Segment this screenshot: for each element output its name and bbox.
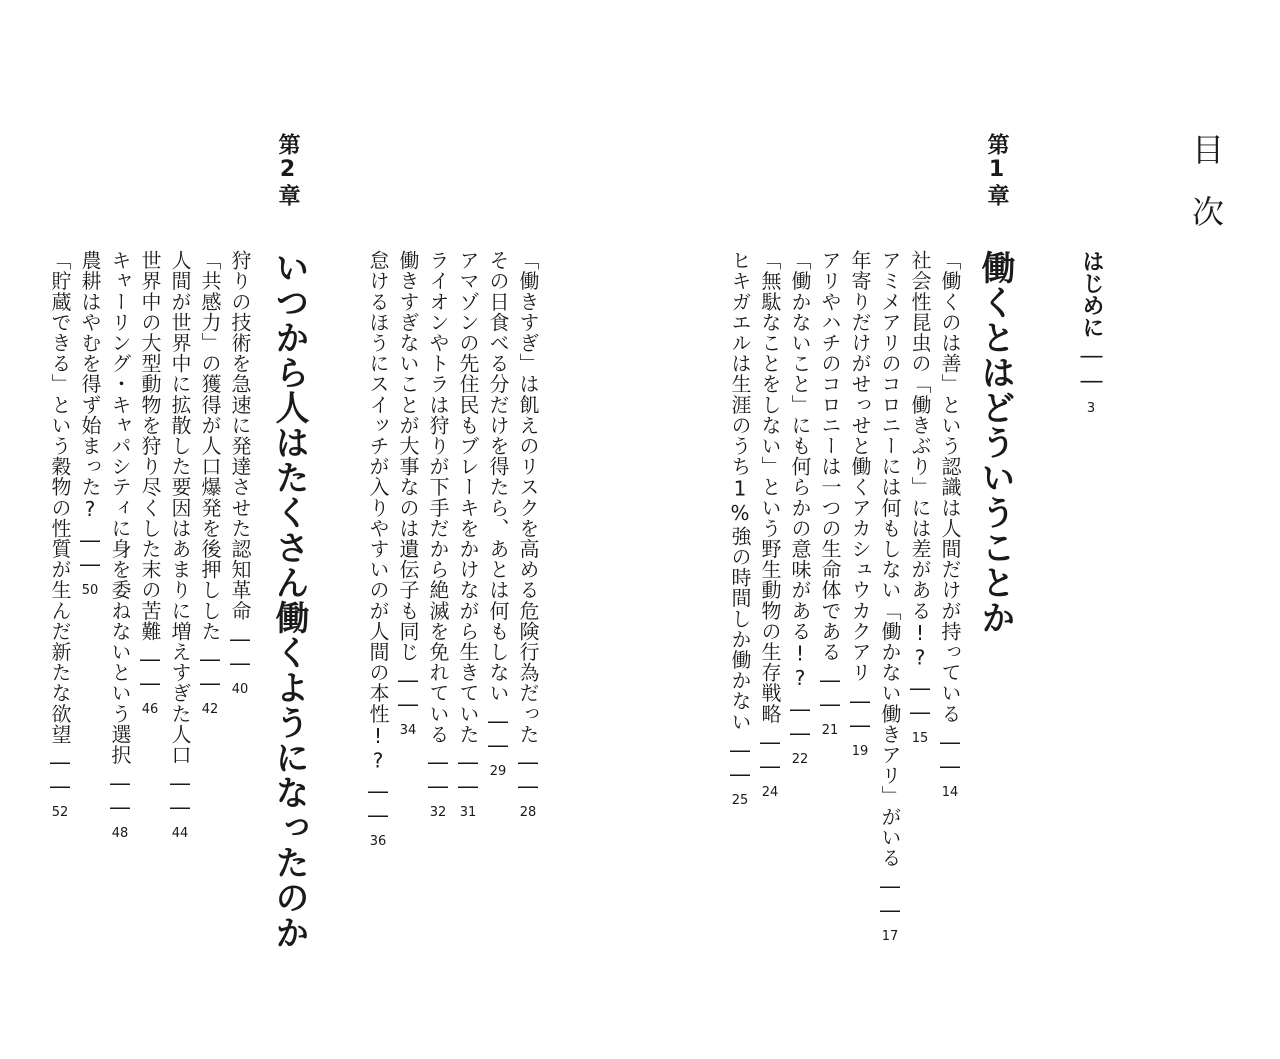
toc-entry[interactable] <box>170 250 190 840</box>
entry-text: 「貯蔵できる」という穀物の性質が生んだ新たな欲望 <box>48 250 72 745</box>
toc-entry[interactable] <box>880 250 900 943</box>
entry-text: 「働くのは善」という認識は人間だけが持っている <box>938 250 962 724</box>
entry-page-number: 44 <box>171 826 189 841</box>
leader-line: ―― <box>366 779 390 827</box>
entry-page-number: 24 <box>761 784 779 800</box>
entry-text: 怠けるほうにスイッチが入りやすいのが人間の本性!? <box>366 250 390 773</box>
entry-page-number: 32 <box>429 805 447 821</box>
entry-text: ヒキガエルは生涯のうち1%強の時間しか働かない <box>728 250 752 732</box>
toc-entry[interactable] <box>230 250 250 696</box>
toc-entry[interactable] <box>850 250 870 758</box>
leader-line: ―― <box>168 771 192 819</box>
toc-entry[interactable] <box>940 250 960 799</box>
leader-line: ―― <box>758 729 782 778</box>
chapter-1-label: 第1章 <box>984 133 1009 208</box>
toc-entry[interactable] <box>518 250 538 819</box>
entry-page-number: 46 <box>141 702 159 718</box>
entry-text: アリやハチのコロニーは一つの生命体である <box>818 250 842 662</box>
entry-page-number: 48 <box>111 826 129 841</box>
chapter-2-title: いつから人はたくさん働くようになったのか <box>269 250 309 950</box>
toc-entry[interactable] <box>140 250 160 716</box>
toc-entry[interactable] <box>488 250 508 778</box>
toc-title: 目次 <box>1187 133 1225 257</box>
chapter-2-label: 第2章 <box>275 133 300 208</box>
entry-page-number: 40 <box>231 681 249 697</box>
entry-text: 「無駄なことをしない」という野生動物の生存戦略 <box>758 250 782 724</box>
leader-line: ―― <box>516 750 540 799</box>
leader-line: ―― <box>728 737 752 786</box>
entry-text: 狩りの技術を急速に発達させた認知革命 <box>228 250 252 621</box>
toc-entry[interactable] <box>368 250 388 848</box>
toc-entry[interactable] <box>398 250 418 737</box>
toc-entry[interactable] <box>910 250 930 745</box>
entry-text: 「働かないこと」にも何らかの意味がある!? <box>788 250 812 691</box>
leader-line: ―― <box>108 771 132 819</box>
entry-text: 「共感力」の獲得が人口爆発を後押しした <box>198 250 222 642</box>
toc-entry[interactable] <box>200 250 220 716</box>
toc-entry[interactable] <box>760 250 780 799</box>
intro-entry[interactable] <box>1080 250 1102 415</box>
toc-entry[interactable] <box>730 250 750 807</box>
entry-text: キャーリング・キャパシティに身を委ねないという選択 <box>108 250 132 765</box>
entry-page-number: 52 <box>51 805 69 821</box>
leader-line: ―― <box>908 676 932 724</box>
entry-page-number: 28 <box>519 805 537 821</box>
entry-text: 世界中の大型動物を狩り尽くした末の苦難 <box>138 250 162 642</box>
leader-line: ―― <box>78 527 102 576</box>
entry-text: 農耕はやむを得ず始まった? <box>78 250 102 522</box>
entry-text: アマゾンの先住民もブレーキをかけながら生きていた <box>456 250 480 745</box>
entry-text: 社会性昆虫の「働きぶり」には差がある!? <box>908 250 932 670</box>
toc-entry[interactable] <box>790 250 810 766</box>
toc-entry[interactable] <box>820 250 840 737</box>
entry-page-number: 36 <box>369 834 387 849</box>
leader-line: ―― <box>818 668 842 716</box>
leader-line: ―― <box>1079 344 1104 394</box>
entry-text: アミメアリのコロニーには何もしない「働かない働きアリ」がいる <box>878 250 902 868</box>
entry-text: ライオンやトラは狩りが下手だから絶滅を免れている <box>426 250 450 745</box>
entry-text: 人間が世界中に拡散した要因はあまりに増えすぎた人口 <box>168 250 192 765</box>
toc-entry[interactable] <box>50 250 70 819</box>
leader-line: ―― <box>788 696 812 745</box>
chapter-1-title: 働くとはどういうことか <box>975 250 1015 635</box>
entry-page-number: 50 <box>81 582 99 598</box>
entry-text: 働きすぎないことが大事なのは遺伝子も同じ <box>396 250 420 662</box>
entry-page-number: 21 <box>821 723 839 738</box>
leader-line: ―― <box>848 688 872 737</box>
toc-entry[interactable] <box>110 250 130 840</box>
entry-page-number: 14 <box>941 784 959 800</box>
leader-line: ―― <box>486 709 510 758</box>
intro-page-number: 3 <box>1086 401 1096 416</box>
leader-line: ―― <box>426 750 450 799</box>
leader-line: ―― <box>228 626 252 675</box>
entry-text: 「働きすぎ」は飢えのリスクを高める危険行為だった <box>516 250 540 745</box>
leader-line: ―― <box>878 874 902 922</box>
toc-entry[interactable] <box>458 250 478 819</box>
leader-line: ―― <box>48 750 72 799</box>
leader-line: ―― <box>938 729 962 778</box>
leader-line: ―― <box>396 668 420 716</box>
entry-text: 年寄りだけがせっせと働くアカシュウカクアリ <box>848 250 872 683</box>
toc-entry[interactable] <box>428 250 448 819</box>
entry-text: その日食べる分だけを得たら、あとは何もしない <box>486 250 510 704</box>
entry-page-number: 29 <box>489 764 507 780</box>
toc-entry[interactable] <box>80 250 100 597</box>
intro-label: はじめに <box>1079 250 1104 338</box>
leader-line: ―― <box>198 647 222 696</box>
entry-page-number: 34 <box>399 723 417 738</box>
entry-page-number: 31 <box>459 805 477 821</box>
leader-line: ―― <box>138 647 162 696</box>
entry-page-number: 17 <box>881 929 899 944</box>
entry-page-number: 15 <box>911 731 929 746</box>
entry-page-number: 25 <box>731 792 749 808</box>
entry-page-number: 42 <box>201 702 219 718</box>
entry-page-number: 22 <box>791 751 809 767</box>
leader-line: ―― <box>456 750 480 799</box>
entry-page-number: 19 <box>851 743 869 759</box>
